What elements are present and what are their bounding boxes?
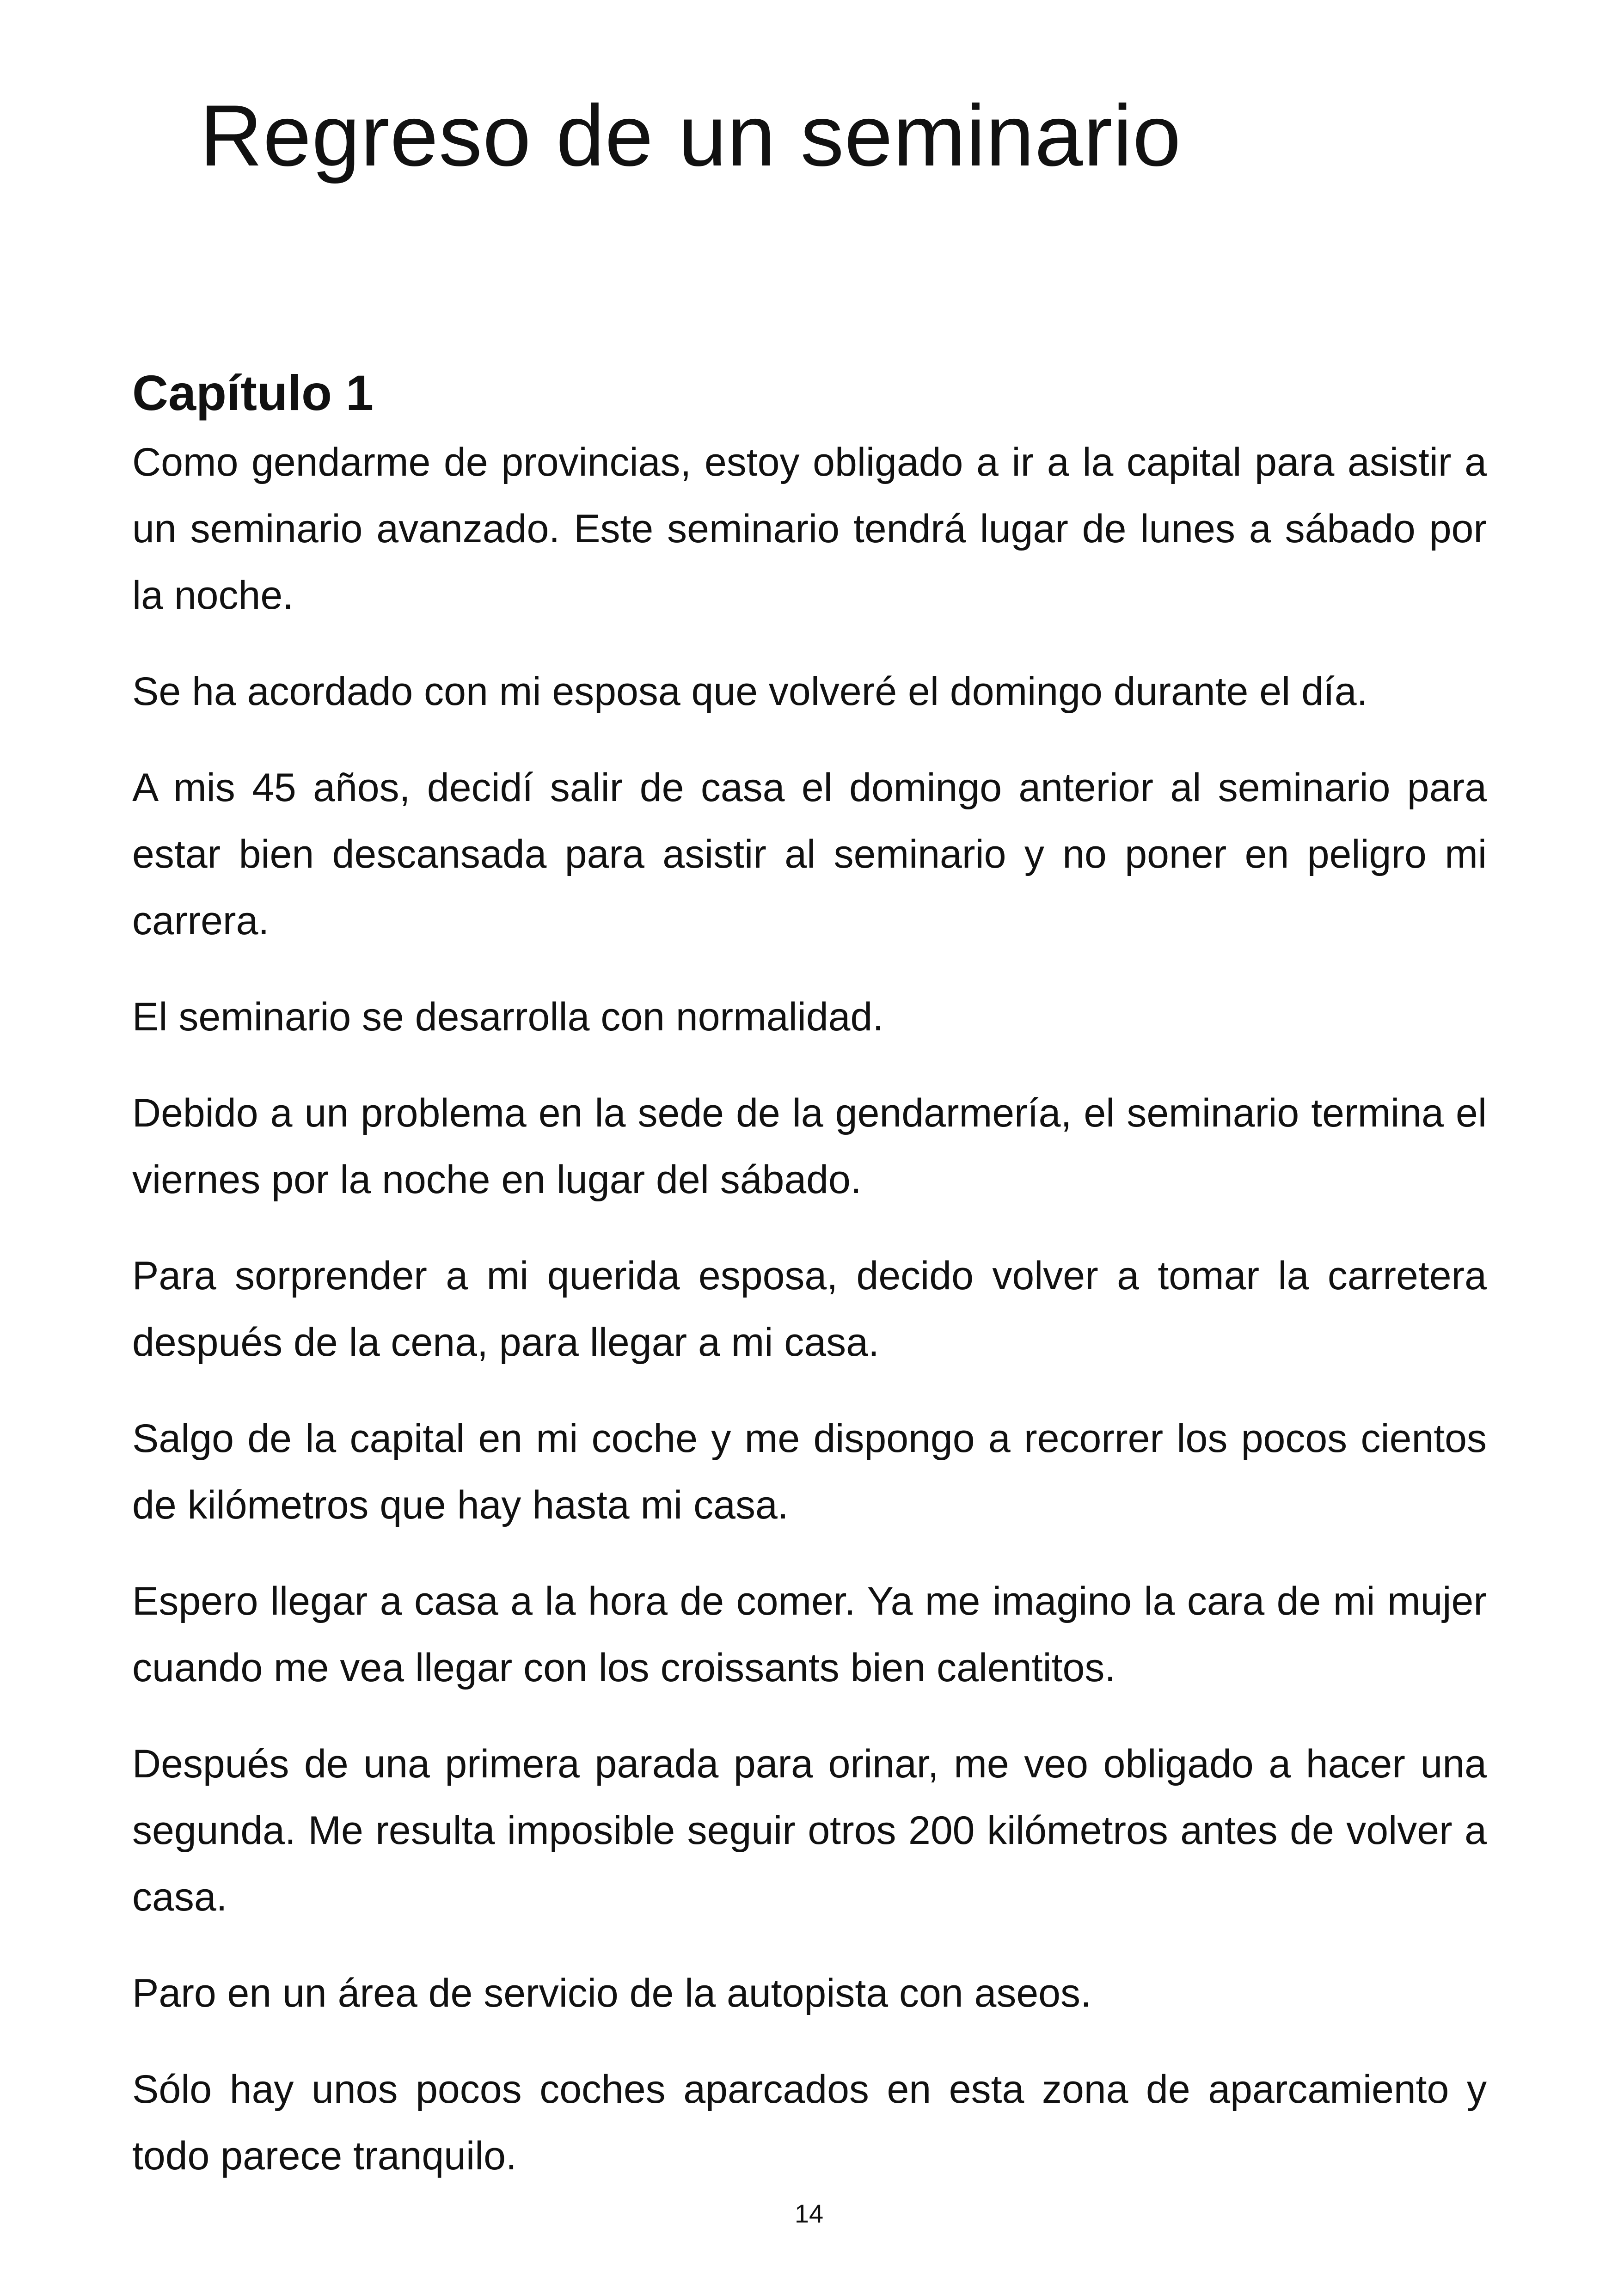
paragraph: Después de una primera parada para orinar, me veo obligado a hacer una segunda. Me resulta imposible seguir otros 200 kilómetros antes de volver a casa. bbox=[132, 1742, 1487, 1920]
paragraph: Paro en un área de servicio de la autopista con aseos. bbox=[132, 1971, 1091, 2016]
book-title: Regreso de un seminario bbox=[200, 87, 1182, 184]
chapter-body bbox=[132, 361, 1487, 2219]
paragraph: Sólo hay unos pocos coches aparcados en esta zona de aparcamiento y todo parece tranquilo. bbox=[132, 2067, 1487, 2179]
paragraph: El seminario se desarrolla con normalidad. bbox=[132, 995, 884, 1040]
paragraph: Se ha acordado con mi esposa que volveré el domingo durante el día. bbox=[132, 669, 1368, 714]
page-number: 14 bbox=[794, 2199, 824, 2228]
paragraph: A mis 45 años, decidí salir de casa el domingo anterior al seminario para estar bien descansada para asistir al seminario y no poner en peligro mi carrera. bbox=[132, 765, 1487, 943]
chapter-heading: Capítulo 1 bbox=[132, 365, 374, 421]
paragraph: Para sorprender a mi querida esposa, decido volver a tomar la carretera después de la cena, para llegar a mi casa. bbox=[132, 1254, 1487, 1365]
paragraph: Espero llegar a casa a la hora de comer. Ya me imagino la cara de mi mujer cuando me vea llegar con los croissants bien calentitos. bbox=[132, 1579, 1487, 1690]
paragraph: Como gendarme de provincias, estoy obligado a ir a la capital para asistir a un seminario avanzado. Este seminario tendrá lugar de lunes a sábado por la noche. bbox=[132, 440, 1487, 618]
paragraph: Debido a un problema en la sede de la gendarmería, el seminario termina el viernes por la noche en lugar del sábado. bbox=[132, 1091, 1487, 1202]
paragraph: Salgo de la capital en mi coche y me dispongo a recorrer los pocos cientos de kilómetros que hay hasta mi casa. bbox=[132, 1416, 1487, 1528]
